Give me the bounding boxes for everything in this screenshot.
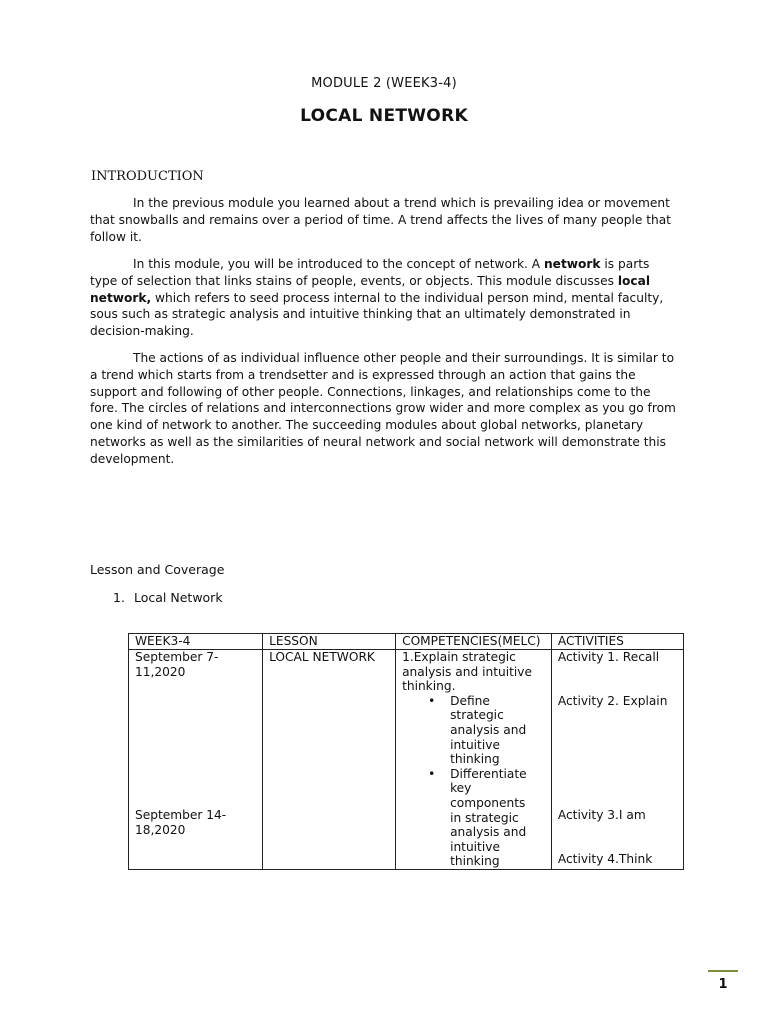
competency-bullet-1: • Define strategic analysis and intuitive thinking	[402, 694, 544, 767]
table-header-week: WEEK3-4	[129, 634, 263, 650]
lesson-list-label: Local Network	[134, 590, 223, 605]
intro-paragraph-3-text: The actions of as individual influence other people and their surroundings. It is similar to a trend which starts from a trendsetter and is expressed through an action that gains the support and following of other people. Connections, linkages, and relationships come to the fore. The circles of relations and interconnections grow wider and more complex as you go from one kind of network to another. The succeeding modules about global networks, planetary networks as well as the similarities of neural network and social network will demonstrate this development.	[90, 351, 676, 466]
introduction-heading: INTRODUCTION	[91, 169, 204, 184]
activity-2: Activity 2. Explain	[557, 693, 668, 708]
lesson-list-item	[113, 590, 223, 605]
lesson-coverage-heading: Lesson and Coverage	[90, 562, 225, 577]
intro-paragraph-1-text: In the previous module you learned about a trend which is prevailing idea or movement that snowballs and remains over a period of time. A trend affects the lives of many people that follow it.	[90, 196, 671, 244]
activity-3: Activity 3.I am	[557, 808, 646, 822]
competency-bullets	[402, 694, 551, 869]
competencies-cell	[396, 650, 552, 870]
intro-paragraph-2-text-a: In this module, you will be introduced to the concept of network. A	[133, 257, 544, 271]
week-cell	[129, 650, 263, 870]
lesson-list-number: 1.	[113, 590, 125, 605]
competency-main: 1.Explain strategic analysis and intuitive thinking.	[402, 650, 532, 694]
module-header: MODULE 2 (WEEK3-4)	[311, 76, 457, 91]
activity-1: Activity 1. Recall	[557, 650, 660, 664]
intro-paragraph-3	[90, 350, 678, 468]
table-header-activities: ACTIVITIES	[551, 634, 683, 650]
intro-paragraph-1	[90, 195, 678, 245]
table-header-competencies: COMPETENCIES(MELC)	[396, 634, 552, 650]
week-1-text: September 7-11,2020	[135, 650, 219, 679]
competency-bullet-2: • Differentiate key components in strategic analysis and intuitive thinking	[402, 767, 532, 869]
intro-paragraph-2-text-e: which refers to seed process internal to the individual person mind, mental faculty, sous such as strategic analysis and intuitive thinking that an ultimately demonstrated in decision-making.	[90, 290, 664, 339]
page-number: 1	[708, 970, 738, 998]
week-2-text: September 14-18,2020	[135, 808, 227, 837]
table-header-row	[129, 634, 684, 650]
table-header-lesson: LESSON	[263, 634, 396, 650]
page-title: LOCAL NETWORK	[300, 106, 468, 126]
table-row	[129, 650, 684, 870]
term-local-network: local network,	[90, 273, 651, 305]
intro-paragraph-2-text-c: is parts type of selection that links stains of people, events, or objects. This module discusses	[90, 257, 650, 288]
term-network: network	[544, 257, 601, 271]
coverage-table	[128, 633, 684, 870]
intro-paragraph-2	[90, 256, 678, 340]
activities-cell	[551, 650, 683, 870]
activity-4: Activity 4.Think	[557, 852, 653, 866]
lesson-cell: LOCAL NETWORK	[263, 650, 396, 870]
